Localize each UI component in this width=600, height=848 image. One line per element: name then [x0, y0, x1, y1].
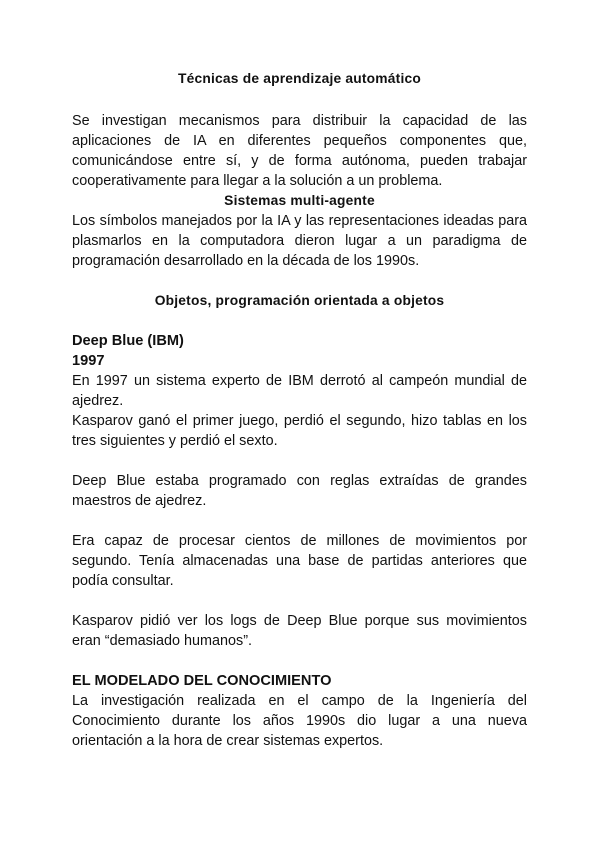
- paragraph-logs: Kasparov pidió ver los logs de Deep Blue porque sus movimientos eran “demasiado humanos”.: [72, 613, 527, 649]
- heading-sistemas-multiagente: Sistemas multi-agente: [224, 193, 375, 208]
- paragraph-simbolos: Los símbolos manejados por la IA y las representaciones ideadas para plasmarlos en la computadora dieron lugar a un paradigma de programación desarrollado en la década de los 1990s.: [72, 213, 527, 269]
- paragraph-sistemas-distribuidos: Se investigan mecanismos para distribuir la capacidad de las aplicaciones de IA en diferentes pequeños componentes que, comunicándose entre sí, y de forma autónoma, pueden trabajar cooperativamente para llegar a la solución a un problema.: [72, 113, 527, 189]
- paragraph-programado: Deep Blue estaba programado con reglas extraídas de grandes maestros de ajedrez.: [72, 473, 527, 509]
- heading-modelado: EL MODELADO DEL CONOCIMIENTO: [72, 673, 332, 689]
- paragraph-capaz: Era capaz de procesar cientos de millones de movimientos por segundo. Tenía almacenadas una base de partidas anteriores que podía consultar.: [72, 533, 527, 589]
- heading-deep-blue: Deep Blue (IBM): [72, 333, 184, 349]
- heading-year: 1997: [72, 353, 105, 369]
- paragraph-1997-juegos: Kasparov ganó el primer juego, perdió el segundo, hizo tablas en los tres siguientes y perdió el sexto.: [72, 413, 527, 449]
- paragraph-1997-victoria: En 1997 un sistema experto de IBM derrotó al campeón mundial de ajedrez.: [72, 373, 527, 409]
- heading-objetos: Objetos, programación orientada a objetos: [154, 293, 445, 308]
- paragraph-modelado: La investigación realizada en el campo de la Ingeniería del Conocimiento durante los años 1990s dio lugar a una nueva orientación a la hora de crear sistemas expertos.: [72, 693, 527, 749]
- heading-tecnicas: Técnicas de aprendizaje automático: [178, 71, 421, 86]
